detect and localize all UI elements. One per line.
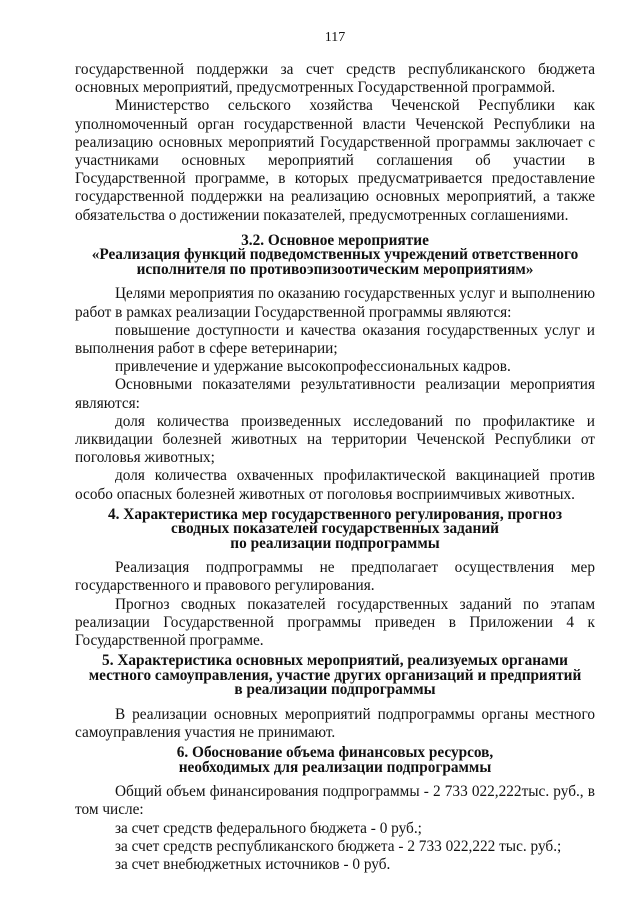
- funding-line: за счет средств республиканского бюджета - 2 733 022,222 тыс. руб.;: [115, 837, 562, 855]
- heading-line: по реализации подпрограммы: [230, 534, 440, 552]
- paragraph: Реализация подпрограммы не предполагает осуществления мер государственного и правового регулирования.: [75, 559, 595, 595]
- page-number: 117: [324, 30, 346, 45]
- heading-line: 4. Характеристика мер государственного регулирования, прогноз: [107, 505, 562, 523]
- section-heading-4: [75, 505, 595, 552]
- paragraph: Прогноз сводных показателей государственных заданий по этапам реализации Государственной программы приведен в Приложении 4 к Государственной программе.: [75, 595, 595, 650]
- section-heading-6: [75, 746, 595, 775]
- paragraph: государственной поддержки за счет средств республиканского бюджета основных мероприятий, предусмотренных Государственной программой.: [75, 61, 595, 97]
- paragraph: Общий объем финансирования подпрограммы - 2 733 022,222тыс. руб., в том числе:: [75, 783, 595, 819]
- list-item: повышение доступности и качества оказания государственных услуг и выполнения работ в сфере ветеринарии;: [75, 321, 595, 357]
- heading-line: в реализации подпрограммы: [234, 681, 436, 699]
- list-item: доля количества охваченных профилактической вакцинацией против особо опасных болезней животных от поголовья восприимчивых животных.: [75, 467, 595, 503]
- paragraph: Основными показателями результативности реализации мероприятия являются:: [75, 376, 595, 412]
- heading-line: исполнителя по противоэпизоотическим мероприятиям»: [136, 260, 534, 278]
- paragraph: В реализации основных мероприятий подпрограммы органы местного самоуправления участия не принимают.: [75, 705, 595, 741]
- funding-line: за счет средств федерального бюджета - 0 руб.;: [115, 819, 422, 837]
- section-heading-3-2: [75, 231, 595, 278]
- heading-line: местного самоуправления, участие других организаций и предприятий: [88, 666, 582, 684]
- heading-line: 6. Обоснование объема финансовых ресурсов,: [176, 744, 494, 762]
- section-heading-5: [75, 654, 595, 698]
- list-item: доля количества произведенных исследований по профилактике и ликвидации болезней животных на территории Чеченской Республики от поголовья животных;: [75, 412, 595, 467]
- heading-line: необходимых для реализации подпрограммы: [178, 758, 492, 776]
- list-item: привлечение и удержание высокопрофессиональных кадров.: [115, 358, 511, 376]
- paragraph: Целями мероприятия по оказанию государственных услуг и выполнению работ в рамках реализации Государственной программы являются:: [75, 285, 595, 321]
- heading-line: сводных показателей государственных заданий: [171, 520, 499, 538]
- heading-line: «Реализация функций подведомственных учреждений ответственного: [91, 246, 579, 264]
- paragraph: Министерство сельского хозяйства Чеченской Республики как уполномоченный орган государственной власти Чеченской Республики на реализацию основных мероприятий Государственной программы заключает с участниками основных мероприятий соглашения об участии в Государственной программе, в которых предусматривается предоставление государственной поддержки на реализацию основных мероприятий, а также обязательства о достижении показателей, предусмотренных соглашениями.: [75, 97, 595, 224]
- heading-line: 3.2. Основное мероприятие: [241, 231, 429, 249]
- heading-line: 5. Характеристика основных мероприятий, реализуемых органами: [102, 652, 568, 670]
- funding-line: за счет внебюджетных источников - 0 руб.: [115, 856, 391, 873]
